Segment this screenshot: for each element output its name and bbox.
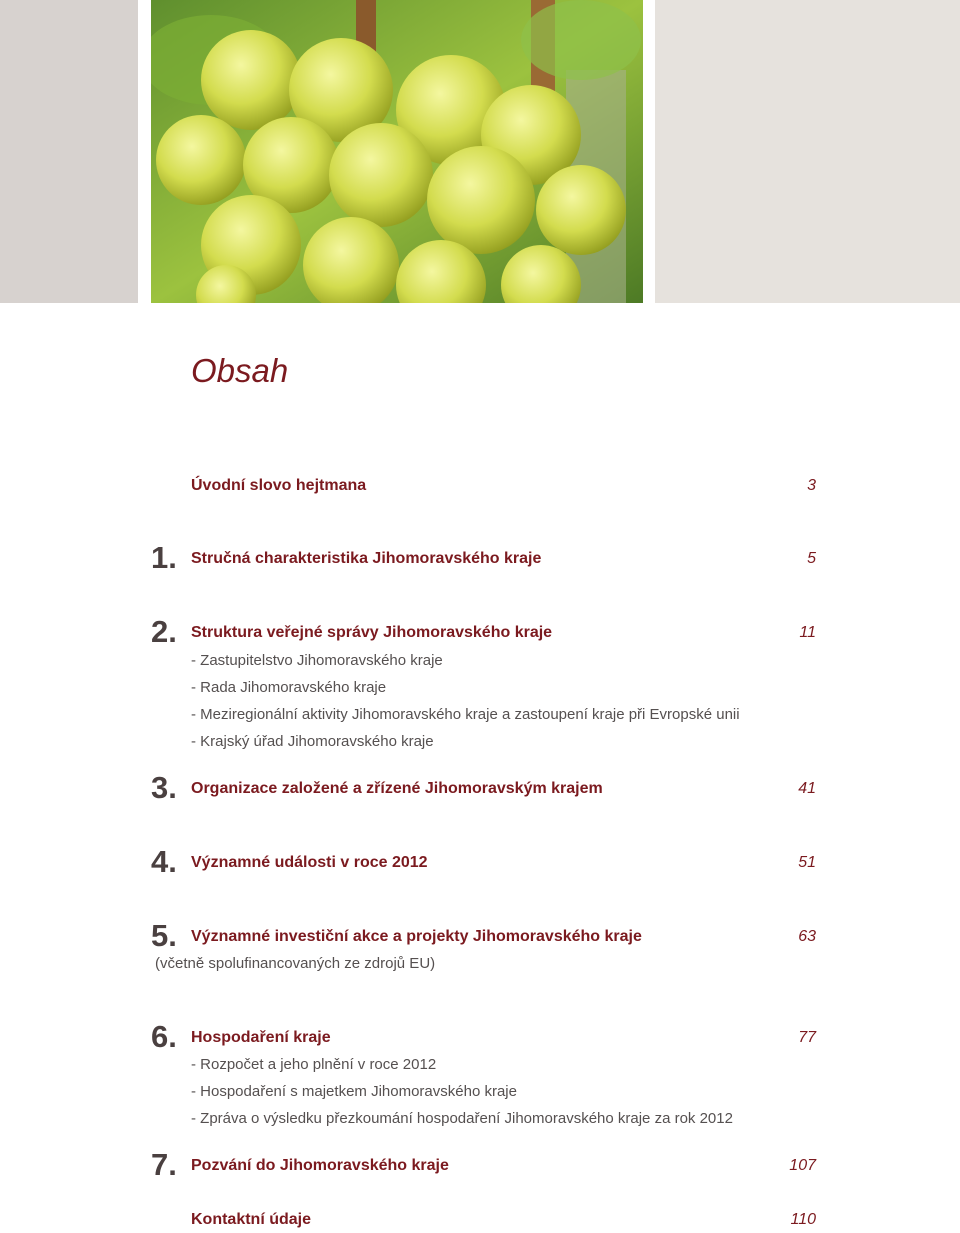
right-grey-panel [655,0,960,303]
entry-subitem: - Krajský úřad Jihomoravského kraje [191,733,434,750]
entry-number: 3. [151,770,177,805]
left-grey-panel [0,0,138,303]
entry-number: 1. [151,540,177,575]
entry-title: Významné investiční akce a projekty Jihomoravského kraje [191,928,642,945]
entry-subitem: - Zastupitelstvo Jihomoravského kraje [191,652,443,669]
entry-title: Struktura veřejné správy Jihomoravského kraje [191,624,553,641]
entry-number: 7. [151,1147,177,1182]
entry-title: Organizace založené a zřízené Jihomoravským krajem [191,780,603,797]
entry-page: 3 [807,477,816,494]
header-band [0,0,960,303]
entry-page: 51 [798,854,816,871]
entry-page: 63 [798,928,816,945]
entry-page: 110 [790,1211,816,1228]
entry-subitem: - Hospodaření s majetkem Jihomoravského kraje [191,1083,517,1100]
entry-page: 5 [807,550,816,567]
entry-title: Úvodní slovo hejtmana [191,477,367,494]
entry-title: Významné události v roce 2012 [191,854,428,871]
entry-subitem: (včetně spolufinancovaných ze zdrojů EU) [155,955,436,972]
entry-number: 6. [151,1019,177,1054]
entry-subitem: - Meziregionální aktivity Jihomoravského kraje a zastoupení kraje při Evropské unii [191,706,740,723]
entry-number: 2. [151,614,177,649]
entry-subitem: - Rozpočet a jeho plnění v roce 2012 [191,1056,437,1073]
entry-page: 41 [798,780,816,797]
entry-title: Hospodaření kraje [191,1029,331,1046]
entry-page: 107 [789,1157,816,1174]
entry-title: Kontaktní údaje [191,1211,312,1228]
page-title: Obsah [191,352,289,389]
entry-number: 4. [151,844,177,879]
entry-number: 5. [151,918,177,953]
grapes-photo [151,0,643,303]
entry-title: Stručná charakteristika Jihomoravského kraje [191,550,542,567]
entry-page: 77 [798,1029,816,1046]
entry-page: 11 [799,624,816,641]
entry-subitem: - Zpráva o výsledku přezkoumání hospodaření Jihomoravského kraje za rok 2012 [191,1110,733,1127]
entry-title: Pozvání do Jihomoravského kraje [191,1157,449,1174]
entry-subitem: - Rada Jihomoravského kraje [191,679,387,696]
